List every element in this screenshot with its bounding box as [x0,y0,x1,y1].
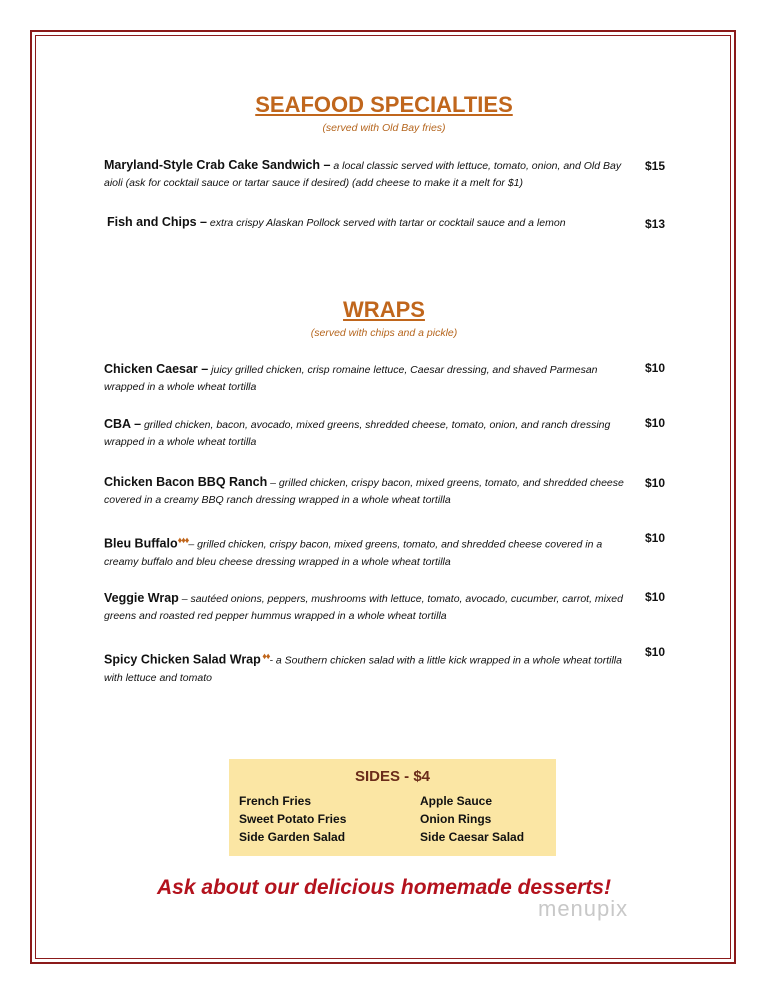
item-name: CBA – [104,417,142,431]
menu-item-cba [104,416,634,451]
item-price: $10 [645,645,666,659]
item-price: $10 [645,416,666,430]
seafood-title: SEAFOOD SPECIALTIES [255,92,513,117]
item-price: $15 [645,159,666,173]
wraps-title: WRAPS [343,297,425,322]
side-item: Side Garden Salad [239,830,346,844]
item-price: $13 [645,217,666,231]
menu-item-chicken-caesar [104,361,634,396]
item-name: Chicken Bacon BBQ Ranch [104,475,268,489]
item-name: Fish and Chips – [107,215,208,229]
item-price: $10 [645,476,666,490]
menu-item-veggie-wrap [104,590,634,625]
sides-right-column [420,792,524,846]
side-item: Side Caesar Salad [420,830,525,844]
item-name: Veggie Wrap [104,591,179,605]
sides-box [229,759,556,856]
side-item: French Fries [239,794,312,808]
item-description: – grilled chicken, crispy bacon, mixed greens, tomato, and shredded cheese covered in a creamy buffalo and bleu cheese dressing wrapped in a whole wheat tortilla [104,538,603,568]
item-description: juicy grilled chicken, crisp romaine lettuce, Caesar dressing, and shaved Parmesan wrapped in a whole wheat tortilla [104,364,598,393]
item-description: – grilled chicken, crispy bacon, mixed greens, tomato, and shredded cheese covered in a creamy BBQ ranch dressing wrapped in a whole wheat tortilla [104,477,624,506]
item-price: $10 [645,361,666,375]
item-description: - a Southern chicken salad with a little kick wrapped in a whole wheat tortilla with lettuce and tomato [104,654,622,684]
item-description: – sautéed onions, peppers, mushrooms with lettuce, tomato, avocado, cucumber, carrot, mixed greens and roasted red pepper hummus wrapped in a whole wheat tortilla [104,593,623,622]
side-item: Sweet Potato Fries [239,812,347,826]
pepper-icon: ♦♦ [260,651,270,661]
item-name: Maryland-Style Crab Cake Sandwich – [104,158,331,172]
item-description: grilled chicken, bacon, avocado, mixed greens, shredded cheese, tomato, onion, and ranch dressing wrapped in a whole wheat tortilla [104,419,611,448]
item-name: Chicken Caesar – [104,362,209,376]
menu-item-bleu-buffalo [104,532,634,571]
dessert-note: Ask about our delicious homemade desserts! [157,876,611,899]
item-price: $10 [645,590,666,604]
sides-title: SIDES - $4 [354,768,431,785]
menu-item-spicy-chicken-salad-wrap [104,648,634,687]
menu-item-crab-cake [104,157,634,192]
sides-left-column [239,792,346,846]
side-item: Apple Sauce [420,794,493,808]
menu-item-chicken-bacon-bbq-ranch [104,474,634,509]
item-name: Spicy Chicken Salad Wrap [104,652,261,667]
side-item: Onion Rings [420,812,492,826]
item-description: a local classic served with lettuce, tomato, onion, and Old Bay aioli (ask for cocktail sauce or tartar sauce if desired) (add cheese to make it a melt for $1) [104,160,622,189]
menu-item-fish-and-chips [107,214,637,232]
wraps-subtitle: (served with chips and a pickle) [310,327,458,339]
item-name: Bleu Buffalo [104,536,178,551]
item-price: $10 [645,531,666,545]
pepper-icon: ♦♦♦ [177,535,189,545]
watermark: menupix [538,896,629,921]
item-description: extra crispy Alaskan Pollock served with tartar or cocktail sauce and a lemon [207,217,566,229]
seafood-subtitle: (served with Old Bay fries) [322,122,446,134]
